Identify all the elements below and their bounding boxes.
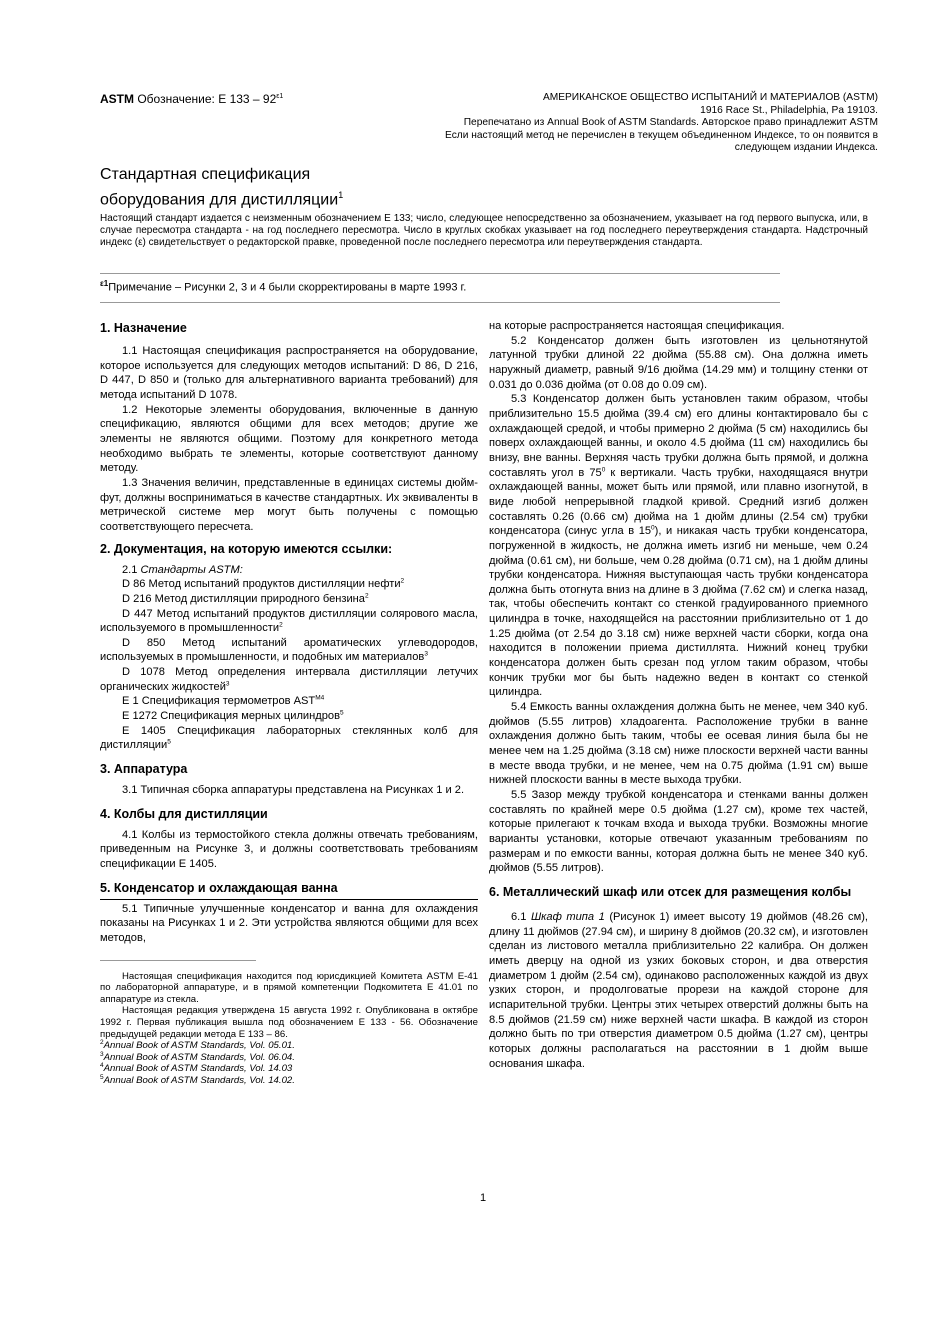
reference-sup: 3: [225, 680, 230, 688]
reference-sup: 5: [339, 709, 344, 717]
footnote: [100, 1040, 478, 1052]
footnote: [100, 1075, 478, 1087]
reference-sup: 5: [167, 738, 171, 746]
paragraph-number: 6.1: [511, 910, 531, 923]
section-3-heading: 3. Аппаратура: [100, 762, 188, 777]
designation-text: Обозначение: E 133 – 92: [137, 92, 277, 106]
footnote: [100, 1052, 478, 1064]
publisher-line: Если настоящий метод не перечислен в текущем объединенном Индексе, то он появится в: [445, 129, 878, 141]
publisher-line: следующем издании Индекса.: [734, 142, 878, 154]
divider: [100, 302, 780, 303]
footnote-text: Annual Book of ASTM Standards, Vol. 14.02.: [103, 1075, 295, 1086]
reference-text: D 1078 Метод определения интервала дистилляции летучих органических жидкостей: [100, 666, 478, 693]
footnote-sup: 3: [100, 1050, 104, 1058]
paragraph-italic-colon: :: [239, 563, 243, 576]
page-number: 1: [480, 1192, 487, 1204]
paragraph-5-4: 5.4 Емкость ванны охлаждения должна быть не менее, чем 340 куб. дюймов (5.55 литров) хладоагента. Расположение трубки в ванне охлаждения должно быть таким, чтобы ее осевая линия была бы не менее чем на 1.25 дюйма (3.18 см) ниже плоскости верхней части ванны в месте ввода трубки, и не менее, чем на 0.75 дюйма (1.91 см) выше нижней плоскости ванны в месте выхода трубки.: [489, 701, 868, 787]
publisher-info: [358, 92, 878, 155]
footnote: Настоящая редакция утверждена 15 августа 1992 г. Опубликована в октябре 1992 г. Первая публикация вышла под обозначением E 133 - 56. Обозначение предыдущей редакции метода E 133 – 86.: [100, 1005, 478, 1040]
footnote-sup: 2: [100, 1039, 104, 1047]
paragraph-text: ), и никакая часть трубки конденсатора, погруженной в жидкость, не должна иметь изгиб ни меньше, чем 0.24 дюйма (0.61 см), ни больше, чем 0.28 дюйма (0.71 см), на 1 дюйм длины трубки конденсатора. Нижняя выступающая часть трубки конденсатора должна быть отогнута вниз на длине в 3 дюйма (7.62 см) и слегка назад, так, чтобы обеспечить контакт со стенкой градуированного приемного цилиндра в точке, находящейся на расстоянии приблизительно от 1 до 1.25 дюйма (от 2.54 до 3.18 см) ниже верхней части сборки, когда она находится в положении приема дистиллята. Нижний конец трубки конденсатора должен быть срезан под углом таким образом, чтобы кончик трубки мог бы быть надежно веден в контакт со стенкой цилиндра.: [489, 525, 869, 699]
reference-sup: 3: [424, 650, 428, 658]
paragraph-5-2: 5.2 Конденсатор должен быть изготовлен из цельнотянутой латунной трубки длиной 22 дюйма (55.88 см). Она должна иметь наружный диаметр, равный 9/16 дюйма (14.29 мм) и толщину стенки от 0.031 до 0.036 дюйма (от 0.08 до 0.09 см).: [489, 334, 868, 391]
reference-item: [100, 724, 478, 753]
left-column: [100, 320, 478, 1087]
reference-item: [100, 592, 478, 607]
editorial-note-sup: ε1: [100, 279, 109, 288]
section-2-heading: 2. Документация, на которую имеются ссылки:: [100, 541, 393, 556]
section-6-heading: 6. Металлический шкаф или отсек для размещения колбы: [489, 884, 852, 899]
editorial-note: [100, 279, 466, 294]
reference-sup: 2: [279, 621, 283, 629]
footnote: [100, 1063, 478, 1075]
paragraph-5-3: [489, 392, 868, 700]
right-column: [489, 319, 868, 1071]
reference-item: [100, 577, 478, 592]
reference-text: D 447 Метод испытаний продуктов дистилляции солярового масла, используемого в промышленности: [100, 607, 478, 635]
reference-text: D 216 Метод дистилляции природного бензина: [122, 592, 365, 605]
reference-item: [100, 607, 478, 636]
footnote-text: Annual Book of ASTM Standards, Vol. 14.03: [103, 1063, 293, 1075]
paragraph-1-3: 1.3 Значения величин, представленные в единицах системы дюйм-фут, должны восприниматься в качестве стандартных. Их эквиваленты в метрической системе мер могут быть получены с помощью соответствующего пересчета.: [100, 476, 478, 533]
paragraph-4-1: 4.1 Колбы из термостойкого стекла должны отвечать требованиям, приведенным на Рисунке 3, и должны соответствовать требованиям спецификации E 1405.: [100, 828, 478, 871]
intro-paragraph: Настоящий стандарт издается с неизменным обозначением E 133; число, следующее непосредственно за обозначением, указывает на год первого выпуска, или, в случае пересмотра стандарта - на год последнего пересмотра. Число в круглых скобках указывает на год последнего переутверждения стандарта. Надстрочный индекс (ε) свидетельствует о редакторской правке, проведенной после последнего пересмотра или переутверждения стандарта.: [100, 213, 868, 248]
paragraph-number: 2.1: [122, 563, 141, 576]
publisher-line: 1916 Race St., Philadelphia, Pa 19103.: [700, 104, 878, 116]
footnote-sup: 4: [100, 1062, 104, 1070]
footnotes: [100, 971, 478, 1087]
reference-text: D 850 Метод испытаний ароматических углеводородов, используемых в промышленности, и подобных им материалов: [100, 636, 478, 664]
footnote: Настоящая спецификация находится под юрисдикцией Комитета ASTM E-41 по лабораторной аппаратуре, и в прямой компетенции Подкомитета E 41.01 по аппаратуре из стекла.: [100, 970, 478, 1005]
divider: [100, 273, 780, 274]
publisher-line: Перепечатано из Annual Book of ASTM Standards. Авторское право принадлежит ASTM: [463, 117, 878, 129]
paragraph-italic: Шкаф типа 1: [530, 910, 605, 923]
footnote-text: Annual Book of ASTM Standards, Vol. 05.01.: [103, 1040, 295, 1052]
designation-sup: ε1: [276, 93, 284, 100]
title-line-2: [100, 185, 343, 210]
reference-text: E 1 Спецификация термометров AST: [122, 695, 316, 708]
reference-item: [100, 636, 478, 665]
section-5-heading: 5. Конденсатор и охлаждающая ванна: [100, 880, 338, 895]
section-1-heading: 1. Назначение: [100, 321, 187, 335]
document-title: [100, 165, 343, 210]
paragraph-text: к вертикали. Часть трубки, находящаяся внутри охлаждающей ванны, может быть или прямой, или плавно изогнутой, в виде любой непрерывной гладкой кривой. Средний изгиб должен составлять 0.26 (0.66 см) дюйма на 1 дюйм длины (2.54 см) трубки конденсатора (синус угла в 15: [489, 466, 868, 538]
paragraph-5-5: 5.5 Зазор между трубкой конденсатора и стенками ванны должен составлять по крайней мере 0.5 дюйма (1.27 см), кроме тех частей, которые прилегают к точкам входа и выхода трубки. Возможны многие варианты установки, которые отвечают указанным требованиям по размерам и по емкости ванны, которая должна быть не менее 340 куб. дюймов (5.55 литров).: [489, 789, 868, 875]
paragraph-5-1: 5.1 Типичные улучшенные конденсатор и ванна для охлаждения показаны на Рисунках 1 и 2. Эти устройства являются общими для всех методов,: [100, 902, 478, 944]
paragraph-3-1: 3.1 Типичная сборка аппаратуры представлена на Рисунках 1 и 2.: [122, 784, 465, 797]
reference-text: D 86 Метод испытаний продуктов дистилляции нефти: [122, 578, 401, 591]
footnote-text: Annual Book of ASTM Standards, Vol. 06.04.: [103, 1051, 295, 1063]
paragraph-text: 5.3 Конденсатор должен быть установлен таким образом, чтобы приблизительно 15.5 дюйма (39.4 см) его длины контактировало бы с охлаждающей средой, и чтобы примерно 2 дюйма (5 см) находились бы поверх охлаждающей ванны, и около 4.5 дюйма (11 см) находились бы внизу, вне ванны. Верхняя часть трубки должна быть прямой, и должна составлять угол в 75: [489, 393, 868, 479]
paragraph-1-1: 1.1 Настоящая спецификация распространяется на оборудование, которое используется для следующих методов испытаний: D 86, D 216, D 447, D 850 и (только для альтернативного варианта требований) для метода испытаний D 1078.: [100, 345, 478, 401]
reference-item: [100, 709, 478, 724]
paragraph-text: (Рисунок 1) имеет высоту 19 дюймов (48.26 см), длину 11 дюймов (27.94 см), и ширину 8 дюймов (20.32 см), и изготовлен сделан из листового металла приблизительно 22 калибра. Он должен иметь дверцу на одной из узких боковых сторон, и два отверстия диаметром 1 дюйм (2.54 см), одинаково расположенных каждой из двух узких сторон, и продолговатые прорези на каждой стороне для испарительной трубки. Центры этих четырех отверстий должны быть на 8.5 дюймов (21.59 см) ниже верхней части шкафа. В каждой из сторон должно быть по три отверстия диаметром 0.5 дюйма (1.27 см), центры которых должны располагаться на расстоянии в 1 дюйм выше основания шкафа.: [489, 910, 868, 1070]
degree-sup: 0: [601, 465, 606, 473]
degree-sup: 0: [651, 524, 655, 532]
title-line-2-text: оборудования для дистилляции: [100, 191, 339, 209]
reference-sup: M4: [315, 694, 325, 702]
reference-text: E 1405 Спецификация лабораторных стеклянных колб для дистилляции: [100, 724, 478, 752]
document-designation: [100, 92, 283, 106]
astm-brand: ASTM: [100, 92, 134, 106]
paragraph-5-1-continued: на которые распространяется настоящая спецификация.: [489, 320, 785, 332]
reference-item: [100, 665, 478, 694]
paragraph-italic: Стандарты ASTM: [140, 563, 240, 576]
reference-item: [100, 694, 478, 709]
title-line-1: Стандартная спецификация: [100, 166, 311, 183]
reference-sup: 2: [364, 592, 369, 600]
paragraph-6-1: [489, 910, 868, 1071]
reference-sup: 2: [400, 577, 405, 585]
editorial-note-text: Примечание – Рисунки 2, 3 и 4 были скорректированы в марте 1993 г.: [108, 281, 467, 294]
reference-text: E 1272 Спецификация мерных цилиндров: [122, 710, 340, 723]
title-footnote-ref: 1: [338, 190, 344, 200]
paragraph-2-1: [100, 563, 478, 578]
publisher-line: АМЕРИКАНСКОЕ ОБЩЕСТВО ИСПЫТАНИЙ И МАТЕРИАЛОВ (ASTM): [542, 92, 878, 103]
section-4-heading: 4. Колбы для дистилляции: [100, 806, 268, 821]
footnote-sup: 5: [100, 1073, 104, 1081]
paragraph-1-2: 1.2 Некоторые элементы оборудования, включенные в данную спецификацию, являются общими для всех методов; другие же элементы не являются общими. Поэтому для конкретного метода необходимо выбрать те элементы, которые соответствуют данному методу.: [100, 403, 478, 475]
